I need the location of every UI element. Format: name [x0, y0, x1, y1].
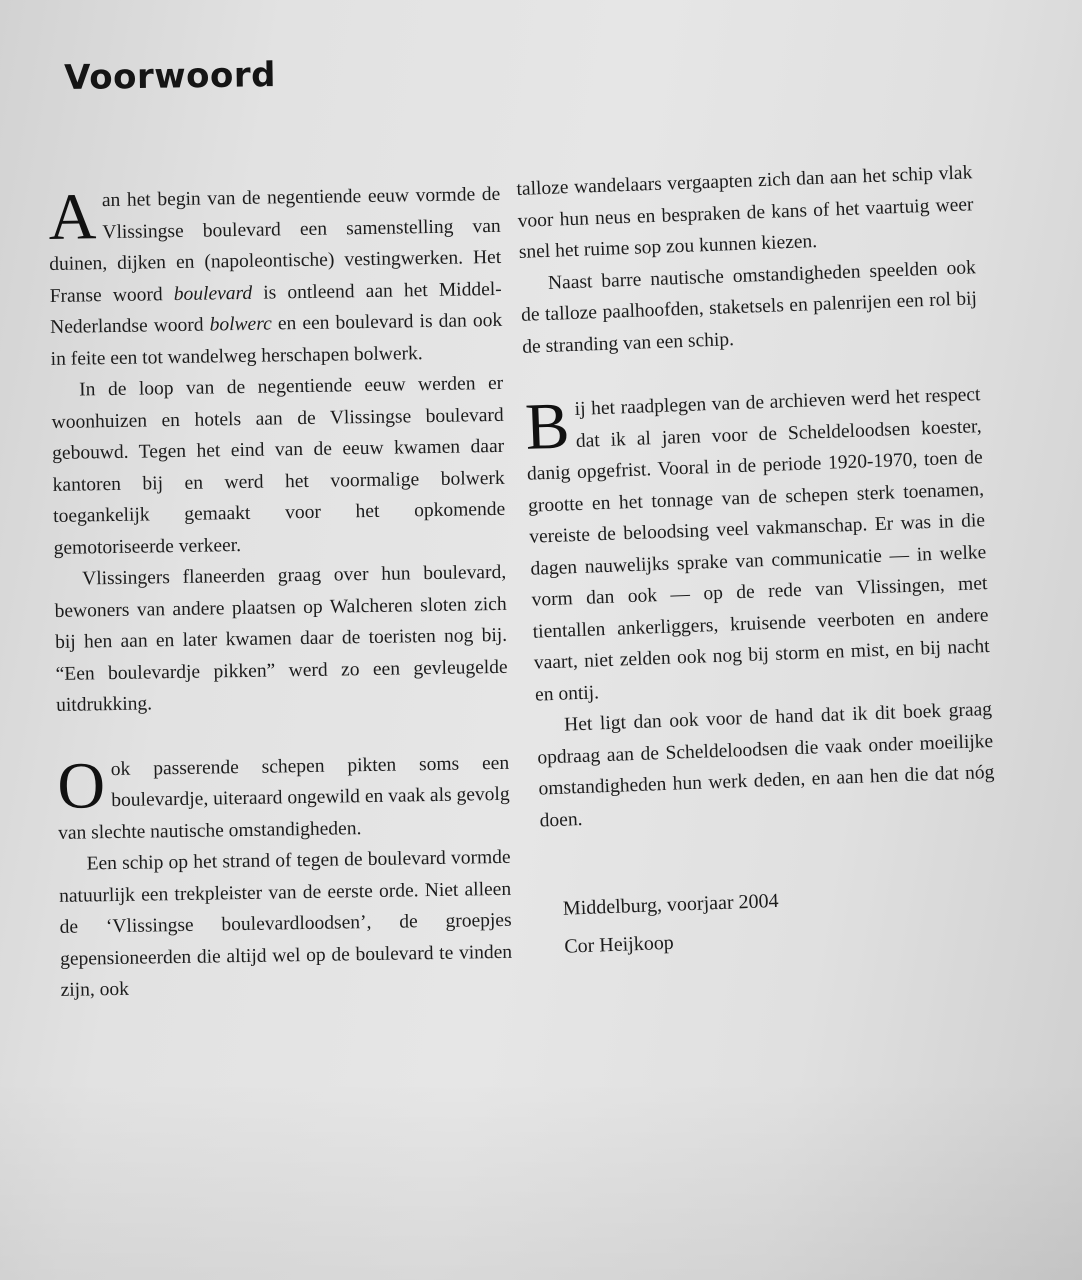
author-name: Cor Heijkoop [563, 931, 675, 958]
drop-cap: B [523, 389, 571, 464]
italic-term: boulevard [173, 282, 253, 305]
right-column [516, 157, 1001, 966]
paragraph-text: ij het raadplegen van de archieven werd het respect dat ik al jaren voor de Scheldeloodsen koester, danig opgefrist. Vooral in de periode 1920-1970, toen de grootte en het tonnage van de schepen sterk toenamen, vereiste de beloodsing veel vakmanschap. Er was in die dagen nauwelijks sprake van communicatie — in welke vorm dan ook — op de rede van Vlissingen, met tientallen ankerliggers, kruisende veerboten en andere vaart, niet zelden ook nog bij storm en mist, en bij nacht en ontij. [526, 384, 991, 706]
drop-cap: O [56, 748, 106, 823]
paragraph-1 [48, 179, 503, 375]
paragraph-9: Het ligt dan ook voor de hand dat ik dit boek graag opdraag aan de Scheldeloodsen die vaak onder moeilijke omstandigheden hun werk deden, en aan hen die dat nóg doen. [537, 698, 995, 832]
page-shadow [0, 1080, 1082, 1280]
paragraph-6: talloze wandelaars vergaapten zich dan aan het schip vlak voor hun neus en bespraken de kans of het vaartuig weer snel het ruime sop zou kunnen kiezen. [516, 162, 974, 263]
paragraph-text: en een boulevard is dan ook in feite een tot wandelweg herschapen bolwerk. [50, 309, 503, 370]
left-column [48, 179, 513, 1006]
paragraph-8 [524, 379, 991, 710]
paragraph-text: is ontleend aan het Middel-Nederlandse woord [50, 278, 502, 338]
paragraph-4 [57, 747, 510, 849]
paragraph-text: an het begin van de negentiende eeuw vormde de Vlissingse boulevard een samenstelling van duinen, dijken en (napoleontische) vestingwerken. Het Franse woord [49, 183, 502, 307]
page-title: Voorwoord [64, 55, 277, 98]
paragraph-3: Vlissingers flaneerden graag over hun boulevard, bewoners van andere plaatsen op Walcheren sloten zich bij hen aan en later kwamen daar de toeristen nog bij. “Een boulevardje pikken” werd zo een gevleugelde uitdrukking. [54, 561, 508, 716]
signature-block [542, 874, 1000, 967]
italic-term: bolwerc [209, 313, 272, 336]
paragraph-text: ok passerende schepen pikten soms een boulevardje, uiteraard ongewild en vaak als gevolg van slechte nautische omstandigheden. [57, 752, 510, 844]
drop-cap: A [47, 180, 97, 254]
paragraph-7: Naast barre nautische omstandigheden speelden ook de talloze paalhoofden, staketsels en palenrijen een rol bij de stranding van een schip. [520, 256, 978, 358]
paragraph-2: In de loop van de negentiende eeuw werden er woonhuizen en hotels aan de Vlissingse boulevard gebouwd. Tegen het eind van de eeuw kwamen daar kantoren bij en werd het voormalige bolwerk toegankelijk gemaakt voor het opkomende gemotoriseerde verkeer. [51, 372, 506, 559]
place-date: Middelburg, voorjaar 2004 [562, 889, 779, 920]
paragraph-5: Een schip op het strand of tegen de boulevard vormde natuurlijk een trekpleister van de eerste orde. Niet alleen de ‘Vlissingse boulevardloodsen’, de groepjes gepensioneerden die altijd wel op de boulevard te vinden zijn, ook [58, 846, 513, 1001]
